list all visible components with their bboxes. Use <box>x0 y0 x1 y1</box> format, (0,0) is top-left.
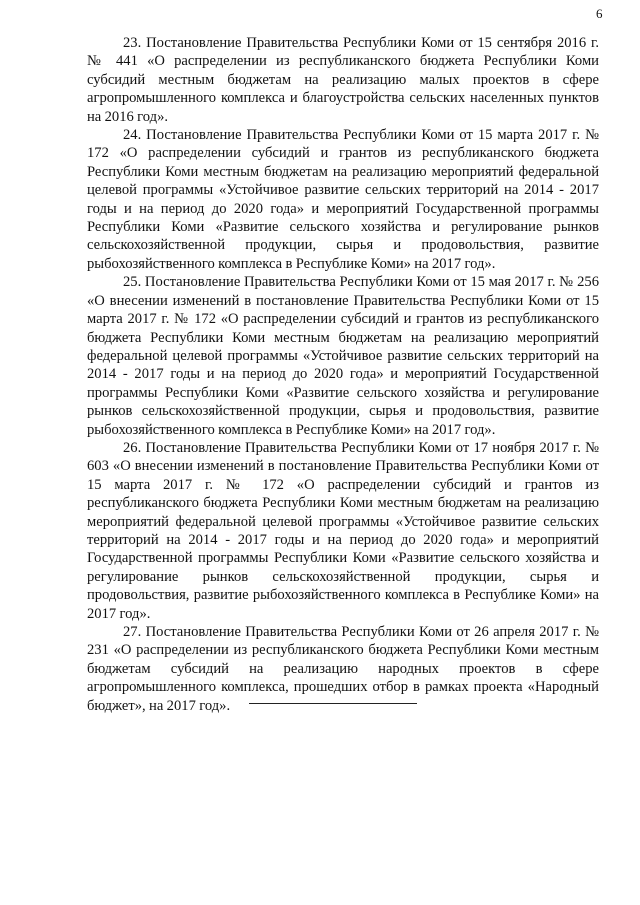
list-item-24: 24. Постановление Правительства Республики Коми от 15 марта 2017 г. № 172 «О распределении субсидий и грантов из республиканского бюджета Республики Коми местным бюджетам на реализацию мероприятий федеральной целевой программы «Устойчивое развитие сельских территорий на 2014 - 2017 годы и на период до 2020 года» и мероприятий Государственной программы Республики Коми «Развитие сельского хозяйства и регулирование рынков сельскохозяйственной продукции, сырья и продовольствия, развитие рыбохозяйственного комплекса в Республике Коми» на 2017 год». <box>87 127 599 272</box>
list-item-23: 23. Постановление Правительства Республики Коми от 15 сентября 2016 г. № 441 «О распределении из республиканского бюджета Республики Коми субсидий местным бюджетам на реализацию малых проектов в сфере агропромышленного комплекса и благоустройства сельских населенных пунктов на 2016 год». <box>87 35 599 125</box>
list-item-27: 27. Постановление Правительства Республики Коми от 26 апреля 2017 г. № 231 «О распределении из республиканского бюджета Республики Коми местным бюджетам субсидий на реализацию народных проектов в сфере агропромышленного комплекса, прошедших отбор в рамках проекта «Народный бюджет», на 2017 год». <box>87 624 599 714</box>
end-separator-line <box>249 703 417 704</box>
list-item-25: 25. Постановление Правительства Республики Коми от 15 мая 2017 г. № 256 «О внесении изменений в постановление Правительства Республики Коми от 15 марта 2017 г. № 172 «О распределении субсидий и грантов из республиканского бюджета Республики Коми местным бюджетам на реализацию мероприятий федеральной целевой программы «Устойчивое развитие сельских территорий на 2014 - 2017 годы и на период до 2020 года» и мероприятий Государственной программы Республики Коми «Развитие сельского хозяйства и регулирование рынков сельскохозяйственной продукции, сырья и продовольствия, развитие рыбохозяйственного комплекса в Республике Коми» на 2017 год». <box>87 274 599 438</box>
page-number: 6 <box>596 6 603 21</box>
document-body <box>87 34 599 715</box>
list-item-26: 26. Постановление Правительства Республики Коми от 17 ноября 2017 г. № 603 «О внесении изменений в постановление Правительства Республики Коми от 15 марта 2017 г. № 172 «О распределении субсидий и грантов из республиканского бюджета Республики Коми местным бюджетам на реализацию мероприятий федеральной целевой программы «Устойчивое развитие сельских территорий на 2014 - 2017 годы и на период до 2020 года» и мероприятий Государственной программы Республики Коми «Развитие сельского хозяйства и регулирование рынков сельскохозяйственной продукции, сырья и продовольствия, развитие рыбохозяйственного комплекса в Республике Коми» на 2017 год». <box>87 439 599 622</box>
